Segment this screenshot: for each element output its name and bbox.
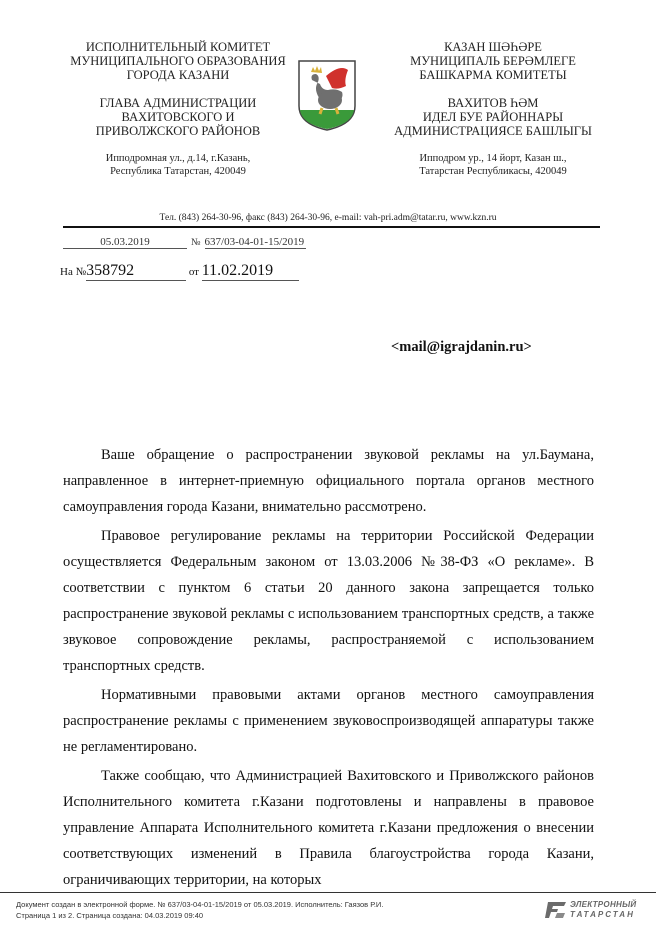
footer-divider: [0, 892, 656, 893]
reference-from-label: от: [188, 266, 199, 278]
electronic-tatarstan-logo: [545, 900, 645, 922]
org-line: ИСПОЛНИТЕЛЬНЫЙ КОМИТЕТ: [85, 40, 271, 54]
paragraph: Также сообщаю, что Администрацией Вахитовского и Приволжского районов Исполнительного комитета г.Казани подготовлены и направлены в правовое управление Аппарата Исполнительного комитета г.Казани предложения о внесении соответствующих изменений в Правила благоустройства города Казани, ограничивающих территории, на которых: [63, 768, 594, 888]
head-line: ГЛАВА АДМИНИСТРАЦИИ: [99, 96, 257, 110]
footer-line-1: Документ создан в электронной форме. № 637/03-04-01-15/2019 от 05.03.2019. Исполнитель: Гаязов Р.И.: [16, 900, 384, 909]
head-line: ПРИВОЛЖСКОГО РАЙОНОВ: [95, 124, 261, 138]
logo-line-2: ТАТАРСТАН: [570, 910, 635, 919]
contacts-line: Тел. (843) 264-30-96, факс (843) 264-30-96, e-mail: vah-pri.adm@tatar.ru, www.kzn.ru: [159, 213, 497, 223]
address-line: Республика Татарстан, 420049: [110, 166, 246, 177]
head-line: АДМИНИСТРАЦИЯСЕ БАШЛЫГЫ: [394, 124, 592, 138]
registration-date: 05.03.2019: [63, 236, 187, 249]
head-line: ИДЕЛ БУЕ РАЙОННАРЫ: [422, 110, 564, 124]
org-line: МУНИЦИПАЛЬ БЕРӘМЛЕГЕ: [410, 54, 576, 68]
address-line: Татарстан Республикасы, 420049: [419, 166, 567, 177]
registration-line: [63, 236, 306, 249]
paragraph: Нормативными правовыми актами органов местного самоуправления распространение рекламы с применением звуковоспроизводящей аппаратуры также не регламентировано.: [63, 687, 594, 755]
reference-line: [60, 262, 299, 281]
address-line: Ипподром ур., 14 йорт, Казан ш.,: [419, 153, 567, 164]
kazan-coat-of-arms-icon: [296, 58, 358, 132]
paragraph: Ваше обращение о распространении звуковой рекламы на ул.Баумана, направленное в интернет-приемную официального портала органов местного самоуправления города Казани, внимательно рассмотрено.: [63, 447, 594, 515]
letter-body: [63, 442, 594, 896]
header-divider: [63, 226, 600, 228]
logo-line-1: ЭЛЕКТРОННЫЙ: [570, 900, 637, 909]
footer-line-2: Страница 1 из 2. Страница создана: 04.03.2019 09:40: [16, 911, 204, 920]
footer-info: [16, 899, 383, 921]
org-line: МУНИЦИПАЛЬНОГО ОБРАЗОВАНИЯ: [70, 54, 286, 68]
paragraph: Правовое регулирование рекламы на территории Российской Федерации осуществляется Федеральным законом от 13.03.2006 №38-ФЗ «О рекламе». В соответствии с пунктом 6 статьи 20 данного закона запрещается только распространение звуковой рекламы с использованием транспортных средств, а также звуковое сопровождение рекламы, распространяемой с использованием транспортных средств.: [63, 528, 594, 674]
recipient-email: <mail@igrajdanin.ru>: [391, 339, 532, 355]
org-line: КАЗАН ШӘҺӘРЕ: [444, 40, 542, 54]
electronic-tatarstan-mark-icon: [545, 901, 567, 919]
head-line: ВАХИТОВСКОГО И: [121, 110, 235, 124]
head-line: ВАХИТОВ ҺӘМ: [447, 96, 539, 110]
org-line: ГОРОДА КАЗАНИ: [126, 68, 230, 82]
header-left: [56, 40, 300, 178]
address-line: Ипподромная ул., д.14, г.Казань,: [105, 153, 251, 164]
reference-number: 358792: [86, 262, 186, 281]
org-line: БАШКАРМА КОМИТЕТЫ: [419, 68, 567, 82]
header-right: [382, 40, 604, 178]
registration-number-label: №: [191, 237, 201, 248]
reference-date: 11.02.2019: [202, 262, 299, 281]
reference-label: На №: [60, 266, 87, 278]
registration-number: 637/03-04-01-15/2019: [204, 236, 305, 248]
